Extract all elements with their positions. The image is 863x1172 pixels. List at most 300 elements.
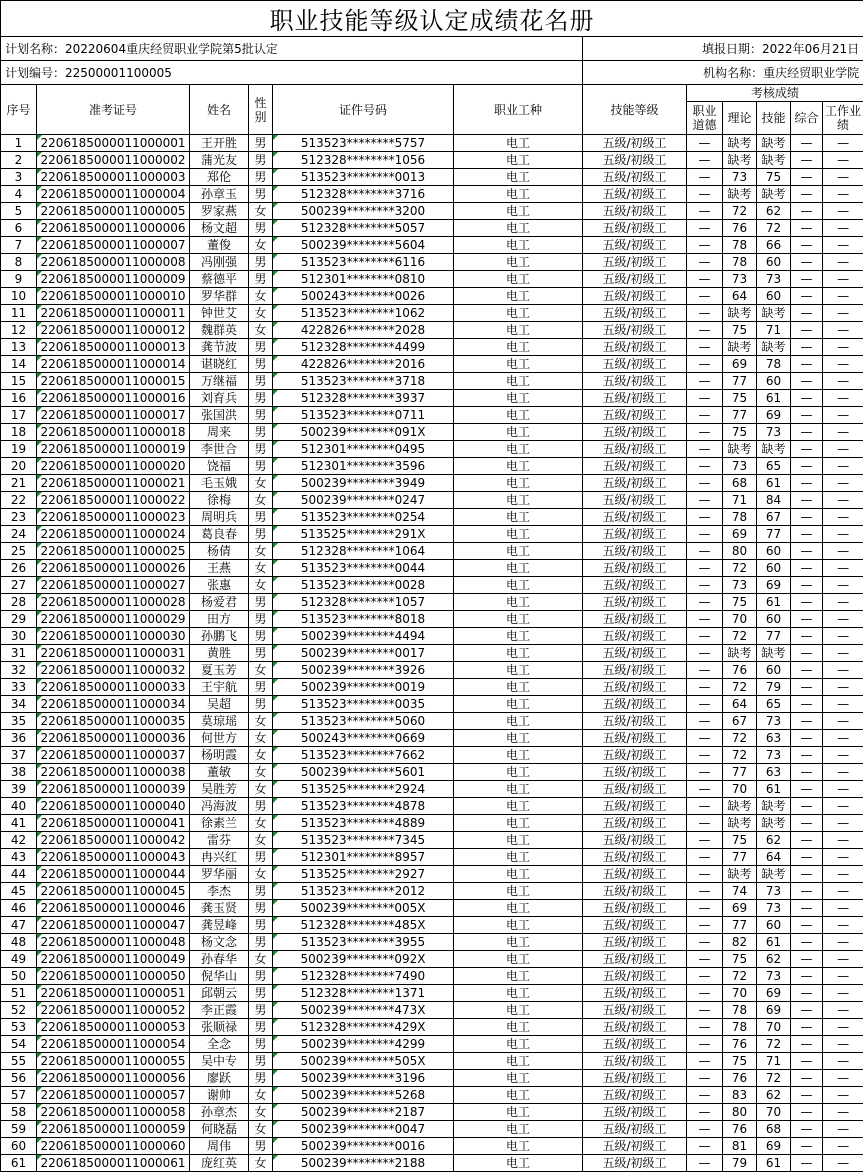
cell-exam-no: 2206185000011000018 bbox=[37, 424, 190, 441]
cell-moral: — bbox=[687, 152, 723, 169]
cell-work: — bbox=[823, 152, 863, 169]
cell-job: 电工 bbox=[454, 594, 583, 611]
cell-moral: — bbox=[687, 713, 723, 730]
cell-comprehensive: — bbox=[791, 730, 823, 747]
cell-level: 五级/初级工 bbox=[583, 934, 687, 951]
cell-sex: 男 bbox=[249, 186, 273, 203]
cell-seq: 23 bbox=[1, 509, 37, 526]
cell-comprehensive: — bbox=[791, 543, 823, 560]
cell-exam-no: 2206185000011000017 bbox=[37, 407, 190, 424]
cell-work: — bbox=[823, 339, 863, 356]
cell-job: 电工 bbox=[454, 288, 583, 305]
cell-seq: 42 bbox=[1, 832, 37, 849]
cell-seq: 35 bbox=[1, 713, 37, 730]
cell-theory: 78 bbox=[723, 1002, 757, 1019]
cell-work: — bbox=[823, 900, 863, 917]
cell-comprehensive: — bbox=[791, 849, 823, 866]
cell-id-no: 513523********3718 bbox=[273, 373, 454, 390]
cell-job: 电工 bbox=[454, 560, 583, 577]
cell-moral: — bbox=[687, 832, 723, 849]
cell-theory: 73 bbox=[723, 577, 757, 594]
cell-skill: 71 bbox=[757, 322, 791, 339]
cell-theory: 78 bbox=[723, 509, 757, 526]
cell-id-no: 512301********8957 bbox=[273, 849, 454, 866]
cell-comprehensive: — bbox=[791, 1121, 823, 1138]
col-header-name: 姓名 bbox=[190, 85, 249, 135]
cell-theory: 72 bbox=[723, 679, 757, 696]
cell-sex: 男 bbox=[249, 696, 273, 713]
cell-theory: 缺考 bbox=[723, 339, 757, 356]
cell-exam-no: 2206185000011000032 bbox=[37, 662, 190, 679]
cell-job: 电工 bbox=[454, 169, 583, 186]
cell-comprehensive: — bbox=[791, 560, 823, 577]
cell-name: 谢帅 bbox=[190, 1087, 249, 1104]
table-row bbox=[1, 798, 863, 815]
cell-job: 电工 bbox=[454, 339, 583, 356]
cell-theory: 70 bbox=[723, 781, 757, 798]
cell-skill: 61 bbox=[757, 1155, 791, 1172]
cell-theory: 缺考 bbox=[723, 135, 757, 152]
cell-level: 五级/初级工 bbox=[583, 492, 687, 509]
cell-name: 倪华山 bbox=[190, 968, 249, 985]
cell-theory: 75 bbox=[723, 594, 757, 611]
table-row bbox=[1, 1036, 863, 1053]
cell-name: 郑伦 bbox=[190, 169, 249, 186]
cell-id-no: 513525********2924 bbox=[273, 781, 454, 798]
cell-job: 电工 bbox=[454, 475, 583, 492]
cell-comprehensive: — bbox=[791, 526, 823, 543]
cell-seq: 10 bbox=[1, 288, 37, 305]
cell-comprehensive: — bbox=[791, 186, 823, 203]
cell-moral: — bbox=[687, 1104, 723, 1121]
cell-exam-no: 2206185000011000048 bbox=[37, 934, 190, 951]
cell-seq: 58 bbox=[1, 1104, 37, 1121]
cell-id-no: 500239********5601 bbox=[273, 764, 454, 781]
table-row bbox=[1, 968, 863, 985]
cell-work: — bbox=[823, 985, 863, 1002]
cell-sex: 男 bbox=[249, 900, 273, 917]
cell-skill: 73 bbox=[757, 747, 791, 764]
cell-skill: 缺考 bbox=[757, 186, 791, 203]
cell-level: 五级/初级工 bbox=[583, 832, 687, 849]
cell-moral: — bbox=[687, 1002, 723, 1019]
cell-job: 电工 bbox=[454, 696, 583, 713]
cell-name: 王宇航 bbox=[190, 679, 249, 696]
cell-seq: 52 bbox=[1, 1002, 37, 1019]
cell-skill: 60 bbox=[757, 917, 791, 934]
cell-theory: 82 bbox=[723, 934, 757, 951]
cell-theory: 72 bbox=[723, 747, 757, 764]
cell-level: 五级/初级工 bbox=[583, 645, 687, 662]
cell-work: — bbox=[823, 866, 863, 883]
cell-theory: 78 bbox=[723, 254, 757, 271]
cell-work: — bbox=[823, 849, 863, 866]
cell-skill: 77 bbox=[757, 628, 791, 645]
cell-job: 电工 bbox=[454, 254, 583, 271]
cell-exam-no: 2206185000011000060 bbox=[37, 1138, 190, 1155]
cell-job: 电工 bbox=[454, 900, 583, 917]
table-row bbox=[1, 747, 863, 764]
cell-comprehensive: — bbox=[791, 373, 823, 390]
cell-id-no: 500239********5604 bbox=[273, 237, 454, 254]
cell-seq: 51 bbox=[1, 985, 37, 1002]
cell-theory: 77 bbox=[723, 764, 757, 781]
plan-name: 计划名称：20220604重庆经贸职业学院第5批认定 bbox=[1, 37, 583, 61]
cell-theory: 76 bbox=[723, 1036, 757, 1053]
cell-moral: — bbox=[687, 441, 723, 458]
cell-level: 五级/初级工 bbox=[583, 900, 687, 917]
cell-seq: 27 bbox=[1, 577, 37, 594]
cell-level: 五级/初级工 bbox=[583, 135, 687, 152]
cell-level: 五级/初级工 bbox=[583, 696, 687, 713]
cell-job: 电工 bbox=[454, 152, 583, 169]
cell-level: 五级/初级工 bbox=[583, 543, 687, 560]
table-row bbox=[1, 628, 863, 645]
cell-job: 电工 bbox=[454, 628, 583, 645]
cell-name: 周明兵 bbox=[190, 509, 249, 526]
cell-level: 五级/初级工 bbox=[583, 339, 687, 356]
cell-sex: 女 bbox=[249, 577, 273, 594]
cell-skill: 缺考 bbox=[757, 339, 791, 356]
cell-job: 电工 bbox=[454, 1104, 583, 1121]
cell-id-no: 500239********0047 bbox=[273, 1121, 454, 1138]
cell-level: 五级/初级工 bbox=[583, 815, 687, 832]
cell-work: — bbox=[823, 747, 863, 764]
cell-sex: 男 bbox=[249, 526, 273, 543]
cell-level: 五级/初级工 bbox=[583, 152, 687, 169]
cell-id-no: 513523********0044 bbox=[273, 560, 454, 577]
cell-job: 电工 bbox=[454, 458, 583, 475]
cell-comprehensive: — bbox=[791, 1138, 823, 1155]
cell-name: 李正霞 bbox=[190, 1002, 249, 1019]
cell-job: 电工 bbox=[454, 186, 583, 203]
cell-exam-no: 2206185000011000057 bbox=[37, 1087, 190, 1104]
table-row bbox=[1, 509, 863, 526]
cell-theory: 72 bbox=[723, 203, 757, 220]
cell-id-no: 512328********429X bbox=[273, 1019, 454, 1036]
table-row bbox=[1, 1104, 863, 1121]
cell-skill: 71 bbox=[757, 1053, 791, 1070]
cell-sex: 男 bbox=[249, 1138, 273, 1155]
cell-work: — bbox=[823, 1121, 863, 1138]
cell-name: 雷芬 bbox=[190, 832, 249, 849]
cell-skill: 缺考 bbox=[757, 152, 791, 169]
table-row bbox=[1, 781, 863, 798]
cell-comprehensive: — bbox=[791, 152, 823, 169]
cell-seq: 47 bbox=[1, 917, 37, 934]
cell-sex: 女 bbox=[249, 322, 273, 339]
cell-seq: 11 bbox=[1, 305, 37, 322]
cell-skill: 60 bbox=[757, 254, 791, 271]
cell-work: — bbox=[823, 186, 863, 203]
cell-seq: 49 bbox=[1, 951, 37, 968]
cell-id-no: 500239********2187 bbox=[273, 1104, 454, 1121]
cell-job: 电工 bbox=[454, 305, 583, 322]
cell-skill: 缺考 bbox=[757, 135, 791, 152]
cell-exam-no: 2206185000011000061 bbox=[37, 1155, 190, 1172]
table-row bbox=[1, 883, 863, 900]
cell-moral: — bbox=[687, 373, 723, 390]
table-row bbox=[1, 492, 863, 509]
cell-exam-no: 2206185000011000007 bbox=[37, 237, 190, 254]
cell-level: 五级/初级工 bbox=[583, 611, 687, 628]
cell-skill: 66 bbox=[757, 237, 791, 254]
cell-moral: — bbox=[687, 322, 723, 339]
cell-work: — bbox=[823, 628, 863, 645]
table-row bbox=[1, 135, 863, 152]
table-row bbox=[1, 577, 863, 594]
cell-exam-no: 2206185000011000043 bbox=[37, 849, 190, 866]
page-title: 职业技能等级认定成绩花名册 bbox=[1, 1, 863, 37]
col-header-comprehensive: 综合 bbox=[791, 102, 823, 135]
cell-comprehensive: — bbox=[791, 985, 823, 1002]
cell-sex: 男 bbox=[249, 441, 273, 458]
cell-name: 黄胜 bbox=[190, 645, 249, 662]
table-row bbox=[1, 645, 863, 662]
cell-skill: 61 bbox=[757, 781, 791, 798]
cell-work: — bbox=[823, 1036, 863, 1053]
cell-sex: 男 bbox=[249, 611, 273, 628]
cell-name: 毛玉娥 bbox=[190, 475, 249, 492]
cell-skill: 73 bbox=[757, 424, 791, 441]
cell-work: — bbox=[823, 934, 863, 951]
cell-theory: 76 bbox=[723, 220, 757, 237]
cell-comprehensive: — bbox=[791, 203, 823, 220]
cell-theory: 77 bbox=[723, 849, 757, 866]
cell-comprehensive: — bbox=[791, 713, 823, 730]
cell-sex: 女 bbox=[249, 764, 273, 781]
cell-theory: 73 bbox=[723, 169, 757, 186]
cell-sex: 男 bbox=[249, 220, 273, 237]
cell-exam-no: 2206185000011000052 bbox=[37, 1002, 190, 1019]
cell-id-no: 500239********473X bbox=[273, 1002, 454, 1019]
col-header-seq: 序号 bbox=[1, 85, 37, 135]
cell-name: 周来 bbox=[190, 424, 249, 441]
cell-comprehensive: — bbox=[791, 475, 823, 492]
cell-seq: 38 bbox=[1, 764, 37, 781]
cell-exam-no: 2206185000011000002 bbox=[37, 152, 190, 169]
cell-name: 李世合 bbox=[190, 441, 249, 458]
table-row bbox=[1, 390, 863, 407]
cell-exam-no: 2206185000011000037 bbox=[37, 747, 190, 764]
cell-comprehensive: — bbox=[791, 781, 823, 798]
cell-work: — bbox=[823, 543, 863, 560]
cell-job: 电工 bbox=[454, 764, 583, 781]
cell-name: 谌晓红 bbox=[190, 356, 249, 373]
cell-exam-no: 2206185000011000028 bbox=[37, 594, 190, 611]
cell-comprehensive: — bbox=[791, 934, 823, 951]
cell-comprehensive: — bbox=[791, 390, 823, 407]
cell-job: 电工 bbox=[454, 135, 583, 152]
cell-name: 龚玉贤 bbox=[190, 900, 249, 917]
cell-skill: 78 bbox=[757, 356, 791, 373]
cell-level: 五级/初级工 bbox=[583, 237, 687, 254]
cell-theory: 75 bbox=[723, 424, 757, 441]
cell-comprehensive: — bbox=[791, 1036, 823, 1053]
cell-level: 五级/初级工 bbox=[583, 407, 687, 424]
col-header-work: 工作业绩 bbox=[823, 102, 863, 135]
cell-skill: 60 bbox=[757, 373, 791, 390]
table-row bbox=[1, 322, 863, 339]
cell-work: — bbox=[823, 356, 863, 373]
cell-skill: 69 bbox=[757, 985, 791, 1002]
cell-level: 五级/初级工 bbox=[583, 628, 687, 645]
cell-sex: 男 bbox=[249, 458, 273, 475]
cell-seq: 46 bbox=[1, 900, 37, 917]
cell-name: 李杰 bbox=[190, 883, 249, 900]
cell-exam-no: 2206185000011000038 bbox=[37, 764, 190, 781]
cell-theory: 69 bbox=[723, 356, 757, 373]
cell-seq: 56 bbox=[1, 1070, 37, 1087]
cell-sex: 男 bbox=[249, 968, 273, 985]
cell-sex: 女 bbox=[249, 543, 273, 560]
cell-exam-no: 2206185000011000042 bbox=[37, 832, 190, 849]
cell-id-no: 513525********291X bbox=[273, 526, 454, 543]
cell-theory: 73 bbox=[723, 271, 757, 288]
cell-comprehensive: — bbox=[791, 645, 823, 662]
cell-level: 五级/初级工 bbox=[583, 186, 687, 203]
cell-job: 电工 bbox=[454, 356, 583, 373]
cell-seq: 13 bbox=[1, 339, 37, 356]
cell-theory: 76 bbox=[723, 662, 757, 679]
table-row bbox=[1, 951, 863, 968]
cell-comprehensive: — bbox=[791, 271, 823, 288]
cell-sex: 女 bbox=[249, 1155, 273, 1172]
cell-skill: 60 bbox=[757, 560, 791, 577]
cell-seq: 12 bbox=[1, 322, 37, 339]
col-header-level: 技能等级 bbox=[583, 85, 687, 135]
cell-seq: 3 bbox=[1, 169, 37, 186]
cell-moral: — bbox=[687, 1070, 723, 1087]
cell-level: 五级/初级工 bbox=[583, 1138, 687, 1155]
cell-id-no: 500243********0026 bbox=[273, 288, 454, 305]
cell-comprehensive: — bbox=[791, 237, 823, 254]
cell-theory: 68 bbox=[723, 475, 757, 492]
cell-seq: 41 bbox=[1, 815, 37, 832]
cell-name: 王开胜 bbox=[190, 135, 249, 152]
cell-moral: — bbox=[687, 798, 723, 815]
cell-theory: 77 bbox=[723, 373, 757, 390]
cell-name: 葛良春 bbox=[190, 526, 249, 543]
cell-name: 何晓磊 bbox=[190, 1121, 249, 1138]
cell-exam-no: 2206185000011000041 bbox=[37, 815, 190, 832]
cell-level: 五级/初级工 bbox=[583, 1121, 687, 1138]
table-row bbox=[1, 475, 863, 492]
cell-skill: 73 bbox=[757, 713, 791, 730]
cell-comprehensive: — bbox=[791, 679, 823, 696]
cell-moral: — bbox=[687, 186, 723, 203]
cell-skill: 缺考 bbox=[757, 815, 791, 832]
cell-exam-no: 2206185000011000011 bbox=[37, 305, 190, 322]
cell-id-no: 500243********0669 bbox=[273, 730, 454, 747]
cell-skill: 68 bbox=[757, 1121, 791, 1138]
cell-work: — bbox=[823, 390, 863, 407]
cell-exam-no: 2206185000011000054 bbox=[37, 1036, 190, 1053]
cell-job: 电工 bbox=[454, 849, 583, 866]
table-row bbox=[1, 186, 863, 203]
cell-id-no: 500239********3949 bbox=[273, 475, 454, 492]
cell-moral: — bbox=[687, 1053, 723, 1070]
cell-job: 电工 bbox=[454, 1053, 583, 1070]
cell-id-no: 513523********2012 bbox=[273, 883, 454, 900]
cell-job: 电工 bbox=[454, 1002, 583, 1019]
cell-work: — bbox=[823, 135, 863, 152]
cell-job: 电工 bbox=[454, 866, 583, 883]
cell-comprehensive: — bbox=[791, 968, 823, 985]
cell-sex: 男 bbox=[249, 1036, 273, 1053]
cell-level: 五级/初级工 bbox=[583, 1104, 687, 1121]
cell-seq: 33 bbox=[1, 679, 37, 696]
cell-theory: 72 bbox=[723, 628, 757, 645]
cell-name: 王燕 bbox=[190, 560, 249, 577]
cell-moral: — bbox=[687, 968, 723, 985]
cell-job: 电工 bbox=[454, 713, 583, 730]
cell-id-no: 500239********4494 bbox=[273, 628, 454, 645]
cell-skill: 69 bbox=[757, 407, 791, 424]
cell-skill: 63 bbox=[757, 764, 791, 781]
cell-theory: 64 bbox=[723, 288, 757, 305]
cell-comprehensive: — bbox=[791, 628, 823, 645]
cell-exam-no: 2206185000011000031 bbox=[37, 645, 190, 662]
cell-id-no: 500239********4299 bbox=[273, 1036, 454, 1053]
cell-work: — bbox=[823, 645, 863, 662]
cell-sex: 男 bbox=[249, 628, 273, 645]
cell-skill: 63 bbox=[757, 730, 791, 747]
cell-sex: 男 bbox=[249, 152, 273, 169]
cell-name: 全念 bbox=[190, 1036, 249, 1053]
cell-sex: 女 bbox=[249, 560, 273, 577]
cell-name: 罗华群 bbox=[190, 288, 249, 305]
cell-skill: 61 bbox=[757, 475, 791, 492]
cell-theory: 72 bbox=[723, 560, 757, 577]
cell-work: — bbox=[823, 1002, 863, 1019]
cell-exam-no: 2206185000011000022 bbox=[37, 492, 190, 509]
cell-seq: 32 bbox=[1, 662, 37, 679]
cell-id-no: 513523********1062 bbox=[273, 305, 454, 322]
cell-sex: 男 bbox=[249, 373, 273, 390]
cell-name: 刘育兵 bbox=[190, 390, 249, 407]
cell-comprehensive: — bbox=[791, 1155, 823, 1172]
cell-id-no: 500239********3926 bbox=[273, 662, 454, 679]
cell-level: 五级/初级工 bbox=[583, 951, 687, 968]
cell-id-no: 512328********485X bbox=[273, 917, 454, 934]
cell-skill: 79 bbox=[757, 679, 791, 696]
cell-work: — bbox=[823, 713, 863, 730]
cell-work: — bbox=[823, 968, 863, 985]
cell-id-no: 512328********1057 bbox=[273, 594, 454, 611]
cell-level: 五级/初级工 bbox=[583, 781, 687, 798]
cell-skill: 61 bbox=[757, 390, 791, 407]
cell-exam-no: 2206185000011000014 bbox=[37, 356, 190, 373]
cell-comprehensive: — bbox=[791, 662, 823, 679]
cell-comprehensive: — bbox=[791, 339, 823, 356]
cell-theory: 缺考 bbox=[723, 152, 757, 169]
cell-moral: — bbox=[687, 339, 723, 356]
cell-job: 电工 bbox=[454, 679, 583, 696]
cell-name: 罗家燕 bbox=[190, 203, 249, 220]
cell-comprehensive: — bbox=[791, 305, 823, 322]
cell-exam-no: 2206185000011000029 bbox=[37, 611, 190, 628]
cell-seq: 39 bbox=[1, 781, 37, 798]
cell-exam-no: 2206185000011000049 bbox=[37, 951, 190, 968]
cell-skill: 61 bbox=[757, 934, 791, 951]
cell-sex: 女 bbox=[249, 203, 273, 220]
cell-level: 五级/初级工 bbox=[583, 985, 687, 1002]
cell-name: 万继福 bbox=[190, 373, 249, 390]
cell-job: 电工 bbox=[454, 322, 583, 339]
cell-skill: 70 bbox=[757, 1104, 791, 1121]
cell-job: 电工 bbox=[454, 985, 583, 1002]
